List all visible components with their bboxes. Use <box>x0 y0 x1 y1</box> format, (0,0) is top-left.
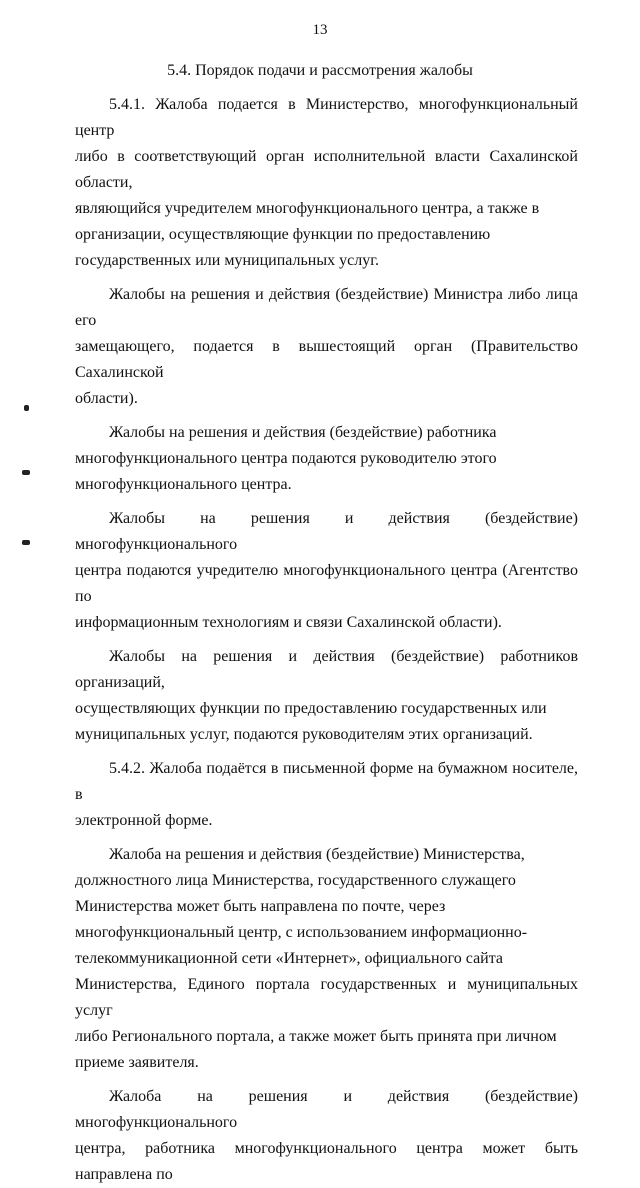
paragraph-complaint-mfc-worker: Жалобы на решения и действия (бездействие) работника многофункционального центра подаются руководителю этого многофункционального центра. <box>75 424 497 493</box>
margin-mark <box>22 540 30 545</box>
paragraph-complaint-ministry-channels: Жалоба на решения и действия (бездействие) Министерства, должностного лица Министерства, государственного служащего Министерства может быть направлена по почте, через многофункциональный центр, с использованием информационно- телекоммуникационной сети «Интернет», официального сайта Министерства, Единого портала государственных и муниципальных услуг либо Регионального портала, а также может быть принята при личном приеме заявителя. <box>75 846 578 1071</box>
paragraph-5-4-2: 5.4.2. Жалоба подаётся в письменной форме на бумажном носителе, в электронной форме. <box>75 760 578 829</box>
margin-mark <box>22 470 30 475</box>
paragraph-complaint-minister: Жалобы на решения и действия (бездействие) Министра либо лица его замещающего, подается в вышестоящий орган (Правительство Сахалинской области). <box>75 286 578 407</box>
margin-mark <box>24 405 29 411</box>
paragraph-complaint-organization-workers: Жалобы на решения и действия (бездействие) работников организаций, осуществляющих функции по предоставлению государственных или муниципальных услуг, подаются руководителям этих организаций. <box>75 648 578 743</box>
page-number: 13 <box>312 22 328 38</box>
paragraph-5-4-1: 5.4.1. Жалоба подается в Министерство, многофункциональный центр либо в соответствующий орган исполнительной власти Сахалинской области, являющийся учредителем многофункционального центра, а также в организации, осуществляющие функции по предоставлению государственных или муниципальных услуг. <box>75 96 578 269</box>
paragraph-complaint-mfc-channels: Жалоба на решения и действия (бездействие) многофункционального центра, работника многофункционального центра может быть направлена по <box>75 1088 578 1183</box>
document-body <box>75 92 578 1188</box>
paragraph-complaint-mfc: Жалобы на решения и действия (бездействие) многофункционального центра подаются учредителю многофункционального центра (Агентство по информационным технологиям и связи Сахалинской области). <box>75 510 578 631</box>
section-title: 5.4. Порядок подачи и рассмотрения жалобы <box>167 62 473 79</box>
